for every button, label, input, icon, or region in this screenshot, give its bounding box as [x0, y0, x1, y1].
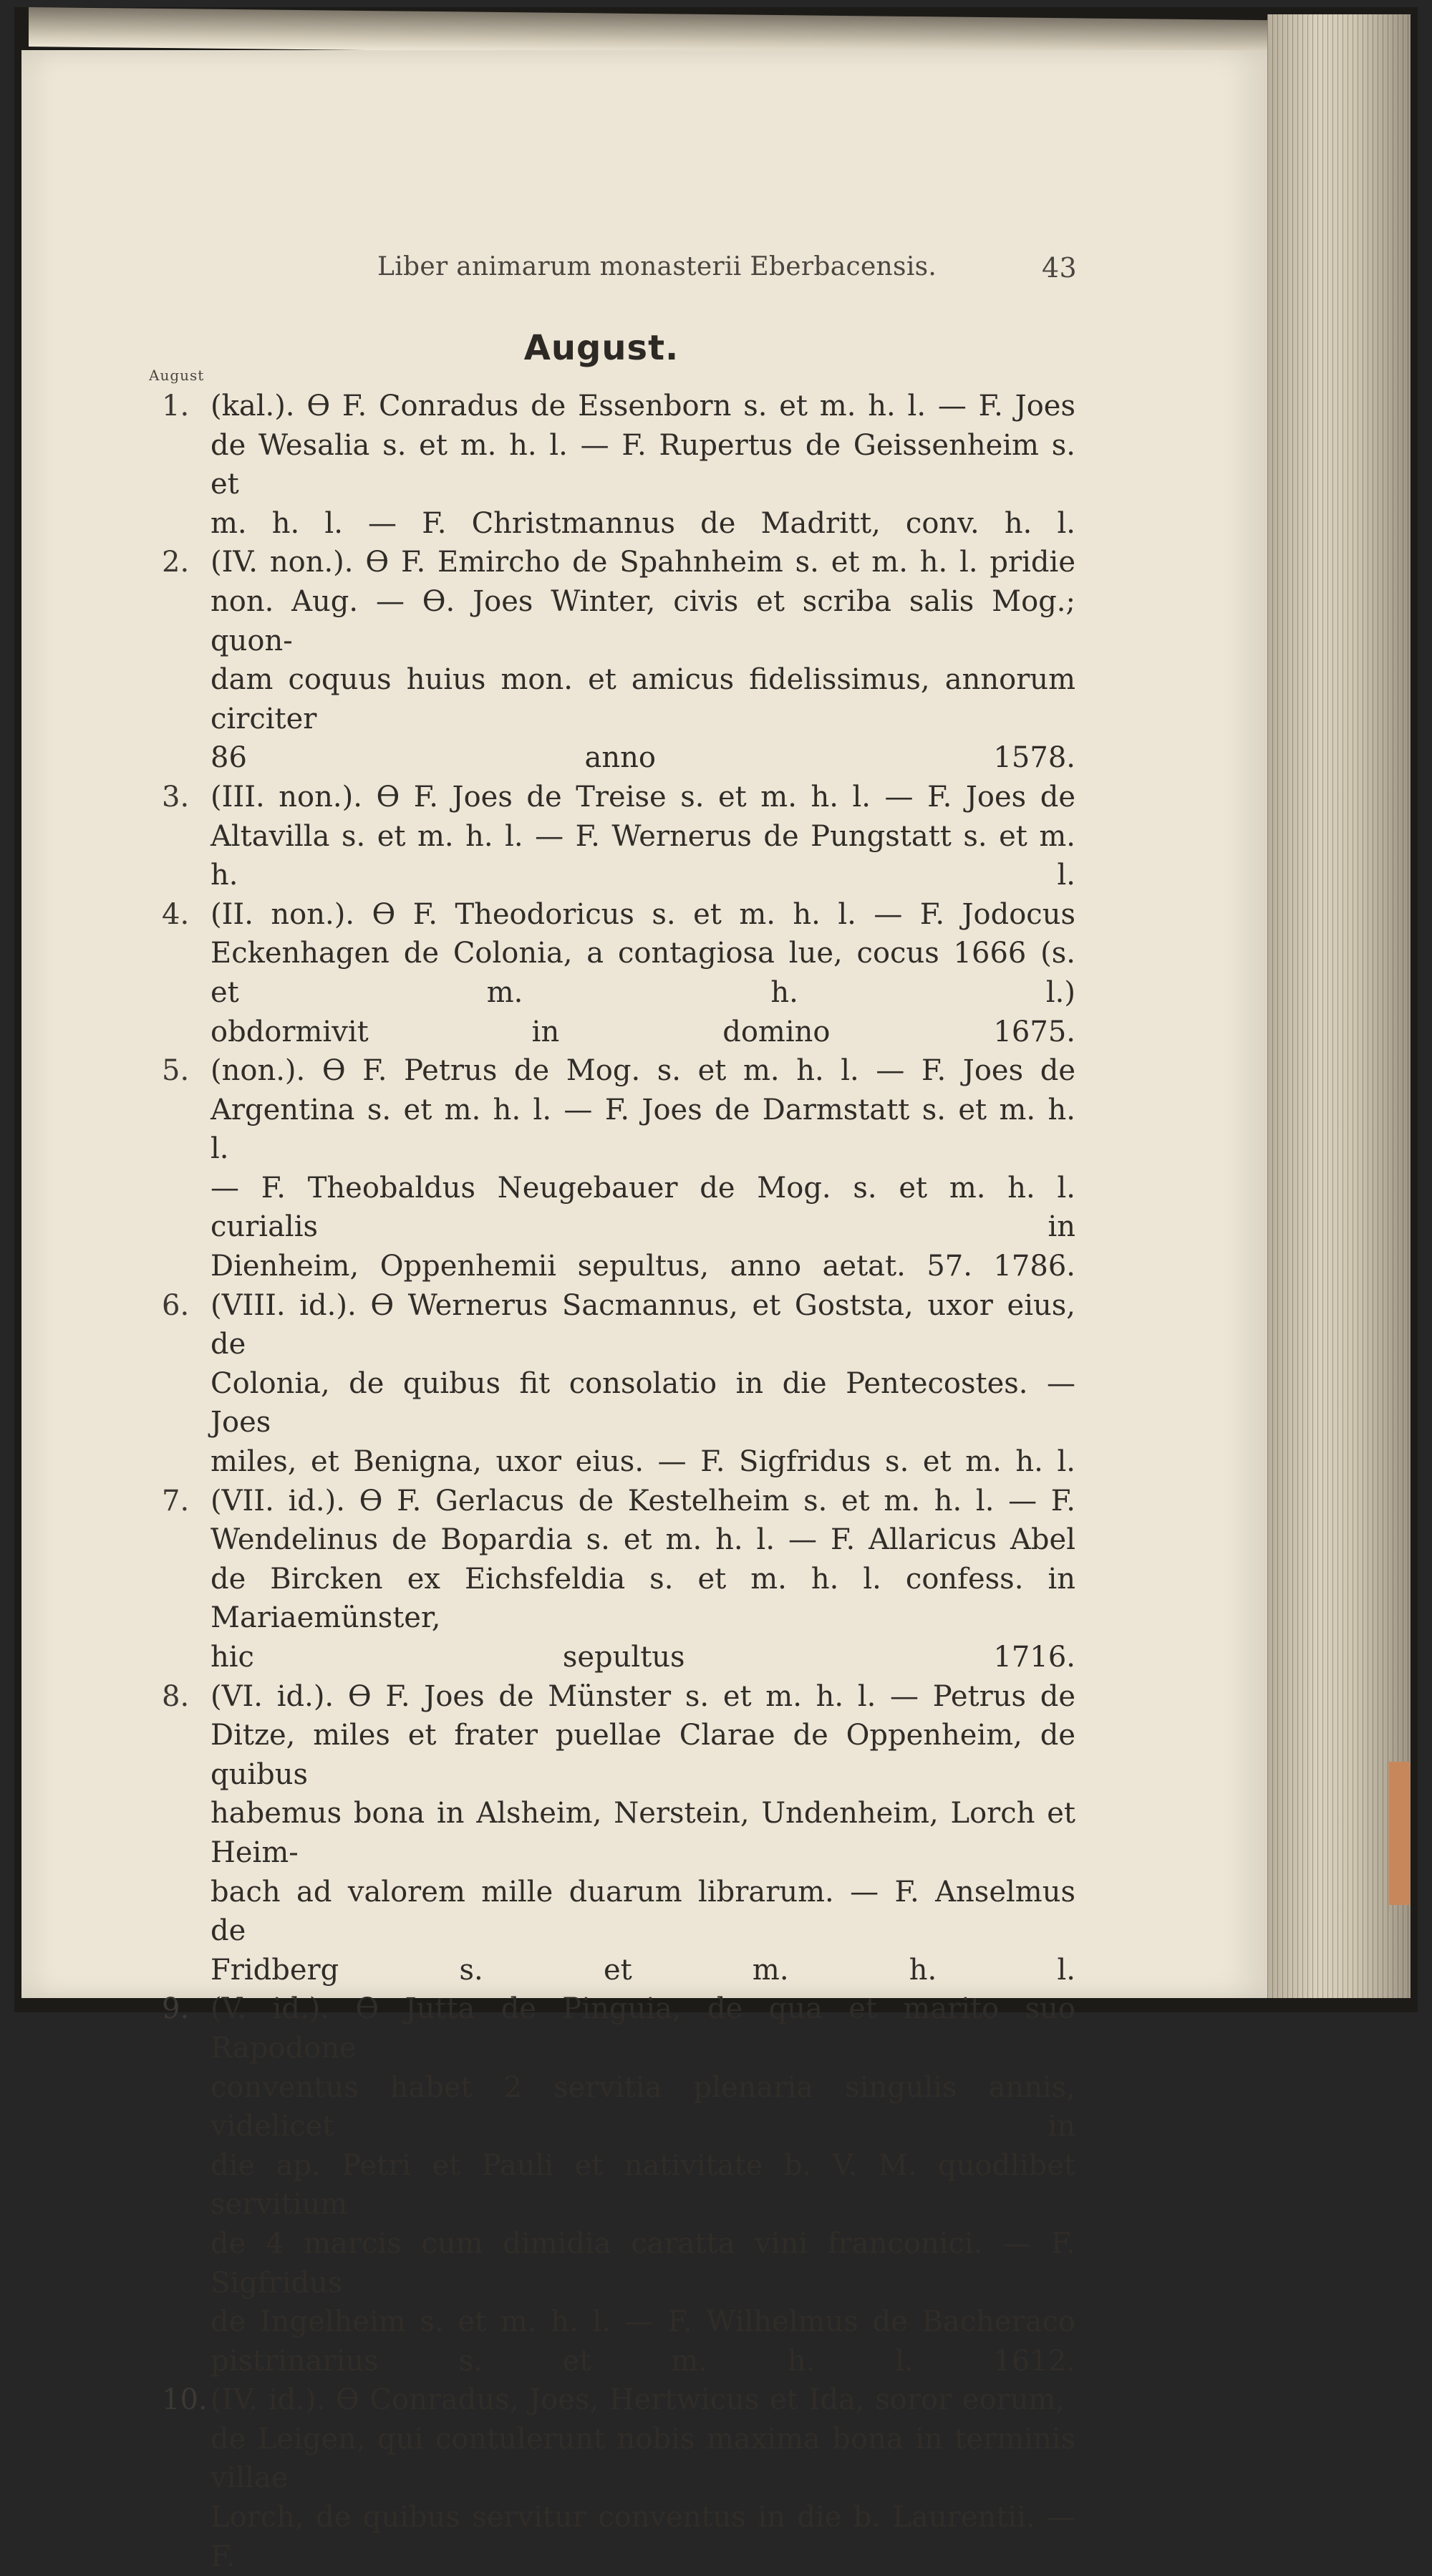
page-stack-lines: [1267, 14, 1411, 1998]
entry: [21, 1677, 1081, 1990]
entry: [21, 2380, 1081, 2576]
entry-text: (III. non.). ϴ F. Joes de Treise s. et m. h. l. — F. Joes de Altavilla s. et m. h. l. — F. Wernerus de Pungstatt s. et m. h. l.: [211, 780, 1075, 892]
entry-number: 6.: [162, 1288, 190, 1322]
entry-number: 9.: [162, 1992, 190, 2026]
entry: [21, 1051, 1081, 1286]
entry-number: 5.: [162, 1054, 190, 1088]
entry-text: (VI. id.). ϴ F. Joes de Münster s. et m. h. l. — Petrus de Ditze, miles et frater puellae Clarae de Oppenheim, de quibus habemus bona in Alsheim, Nerstein, Undenheim, Lorch et Heim- bach ad valorem mille duarum librarum. — F. Anselmus de Fridberg s. et m. h. l.: [211, 1679, 1075, 1987]
entry-number: 4.: [162, 897, 190, 931]
bookmark-edge: [1389, 1762, 1411, 1905]
book-page: [21, 50, 1267, 2573]
entry-number: 2.: [162, 546, 190, 579]
page-number: 43: [1042, 252, 1077, 284]
entry-text: (VIII. id.). ϴ Wernerus Sacmannus, et Goststa, uxor eius, de Colonia, de quibus fit consolatio in die Pentecostes. — Joes miles, et Benigna, uxor eius. — F. Sigfridus s. et m. h. l.: [211, 1288, 1075, 1479]
entry-text: (V. id.). ϴ Jutta de Pinguia, de qua et marito suo Rapodone conventus habet 2 servitia plenaria singulis annis, videlicet in die ap. Petri et Pauli et nativitate b. V. M. quodlibet servitium de 4 marcis cum dimidia caratta vini franconici. — F. Sigfridus de Ingelheim s. et m. h. l. — F. Wilhelmus de Bacheraco pistrinarius s. et m. h. l. 1612.: [211, 1992, 1075, 2378]
entry-text: (IV. id.). ϴ Conradus, Joes, Hertwicus et Ida, soror eorum, de Leigen, qui contulerunt nobis maxima bona in terminis villae Lorch, de quibus servitur conventus in die b. Laurentii. — F.: [211, 2383, 1075, 2573]
entry-number: 3.: [162, 780, 190, 814]
entry-text: (II. non.). ϴ F. Theodoricus s. et m. h. l. — F. Jodocus Eckenhagen de Colonia, a contagiosa lue, cocus 1666 (s. et m. h. l.) obdormivit in domino 1675.: [211, 897, 1075, 1048]
entry-number: 8.: [162, 1679, 190, 1713]
entry: [21, 1286, 1081, 1482]
month-heading: August.: [523, 328, 679, 368]
running-head-title: Liber animarum monasterii Eberbacensis.: [377, 252, 937, 281]
entry-text: (non.). ϴ F. Petrus de Mog. s. et m. h. l. — F. Joes de Argentina s. et m. h. l. — F. Joes de Darmstatt s. et m. h. l. — F. Theobaldus Neugebauer de Mog. s. et m. h. l. curialis in Dienheim, Oppenhemii sepultus, anno aetat. 57. 1786.: [211, 1054, 1075, 1283]
entry-number: 7.: [162, 1484, 190, 1518]
entry-text: (IV. non.). ϴ F. Emircho de Spahnheim s. et m. h. l. pridie non. Aug. — ϴ. Joes Winter, civis et scriba salis Mog.; quon- dam coquus huius mon. et amicus fidelissimus, annorum circiter 86 anno 1578.: [211, 546, 1075, 775]
entry: [21, 543, 1081, 778]
margin-note: August: [149, 367, 205, 384]
entry-number: 10.: [162, 2383, 208, 2417]
entry: [21, 895, 1081, 1051]
entry: [21, 1989, 1081, 2380]
entry: [21, 1482, 1081, 1677]
entry-text: (kal.). ϴ F. Conradus de Essenborn s. et m. h. l. — F. Joes de Wesalia s. et m. h. l. — F. Rupertus de Geissenheim s. et m. h. l. — F. Christmannus de Madritt, conv. h. l.: [211, 390, 1075, 540]
entry-text: (VII. id.). ϴ F. Gerlacus de Kestelheim s. et m. h. l. — F. Wendelinus de Bopardia s. et m. h. l. — F. Allaricus Abel de Bircken ex Eichsfeldia s. et m. h. l. confess. in Mariaemünster, hic sepultus 1716.: [211, 1484, 1075, 1674]
entry: [21, 387, 1081, 543]
obituary-entries: [21, 387, 1081, 2576]
entry: [21, 778, 1081, 895]
entry-number: 1.: [162, 390, 190, 423]
